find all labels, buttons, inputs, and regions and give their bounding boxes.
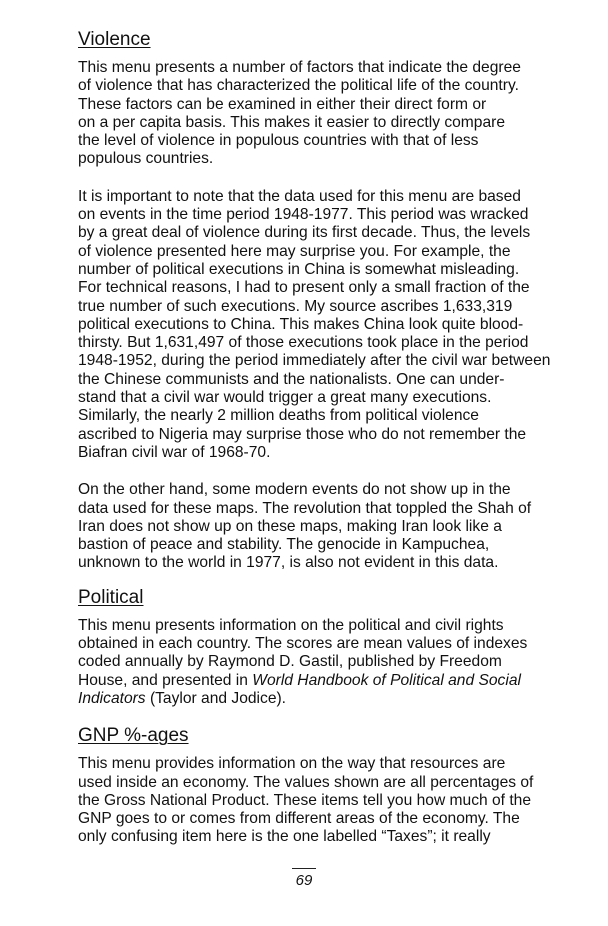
text-line: Similarly, the nearly 2 million deaths from political violence xyxy=(78,407,479,425)
text-line: of violence that has characterized the political life of the country. xyxy=(78,77,519,95)
section-heading-gnp: GNP %-ages xyxy=(78,725,189,747)
section-violence xyxy=(78,28,578,573)
text-line xyxy=(78,672,578,690)
book-title-italic: World Handbook of Political and Social xyxy=(252,671,521,689)
text-line: populous countries. xyxy=(78,150,214,168)
section-heading-violence: Violence xyxy=(78,29,151,50)
text-line: This menu provides information on the way that resources are xyxy=(78,755,506,773)
text-line: true number of such executions. My source ascribes 1,633,319 xyxy=(78,297,513,315)
text-line: Biafran civil war of 1968-70. xyxy=(78,443,271,461)
political-paragraph xyxy=(78,617,578,708)
text-line: It is important to note that the data used for this menu are based xyxy=(78,187,521,205)
text-line: of violence presented here may surprise you. For example, the xyxy=(78,242,511,260)
text-line: on a per capita basis. This makes it easier to directly compare xyxy=(78,113,506,131)
text-line: the Gross National Product. These items tell you how much of the xyxy=(78,791,532,809)
section-heading-political: Political xyxy=(78,586,144,608)
text-line: obtained in each country. The scores are mean values of indexes xyxy=(78,635,528,653)
text-line: On the other hand, some modern events do not show up in the xyxy=(78,481,511,499)
text-line: data used for these maps. The revolution that toppled the Shah of xyxy=(78,499,532,517)
text-line: the level of violence in populous countries with that of less xyxy=(78,132,479,150)
text-line: political executions to China. This makes China look quite blood- xyxy=(78,315,524,333)
text-line: bastion of peace and stability. The genocide in Kampuchea, xyxy=(78,536,490,554)
text-line: unknown to the world in 1977, is also not evident in this data. xyxy=(78,554,499,572)
text-line: This menu presents a number of factors that indicate the degree xyxy=(78,59,521,76)
page-number: 69 xyxy=(295,872,313,889)
text-line: GNP goes to or comes from different areas of the economy. The xyxy=(78,810,520,828)
violence-paragraph-3 xyxy=(78,481,578,572)
text-line: ascribed to Nigeria may surprise those who do not remember the xyxy=(78,425,527,443)
text-line: These factors can be examined in either their direct form or xyxy=(78,95,487,113)
page-footer xyxy=(0,868,608,890)
text-line: thirsty. But 1,631,497 of those executions took place in the period xyxy=(78,334,529,352)
text-line: the Chinese communists and the nationalists. One can under- xyxy=(78,370,505,388)
text-line: on events in the time period 1948-1977. This period was wracked xyxy=(78,206,529,224)
text-line: For technical reasons, I had to present only a small fraction of the xyxy=(78,279,530,297)
gnp-paragraph xyxy=(78,755,578,846)
text-line: used inside an economy. The values shown are all percentages of xyxy=(78,773,534,791)
text-line xyxy=(78,690,578,708)
section-gnp xyxy=(78,724,578,846)
text-run: House, and presented in xyxy=(78,671,253,689)
text-line: number of political executions in China is somewhat misleading. xyxy=(78,260,520,278)
text-line: stand that a civil war would trigger a great many executions. xyxy=(78,389,492,407)
text-line: This menu presents information on the political and civil rights xyxy=(78,616,504,634)
text-line: coded annually by Raymond D. Gastil, published by Freedom xyxy=(78,653,502,671)
text-line: by a great deal of violence during its first decade. Thus, the levels xyxy=(78,224,531,242)
footer-divider xyxy=(292,868,316,869)
text-line: only confusing item here is the one labelled “Taxes”; it really xyxy=(78,828,491,846)
violence-paragraph-2 xyxy=(78,188,578,462)
text-line: 1948-1952, during the period immediately after the civil war between xyxy=(78,352,551,370)
page-body xyxy=(78,28,578,847)
book-title-italic: Indicators xyxy=(78,689,146,707)
violence-paragraph-1 xyxy=(78,59,578,169)
text-run: (Taylor and Jodice). xyxy=(145,689,287,707)
text-line: Iran does not show up on these maps, making Iran look like a xyxy=(78,517,502,535)
section-political xyxy=(78,586,578,708)
